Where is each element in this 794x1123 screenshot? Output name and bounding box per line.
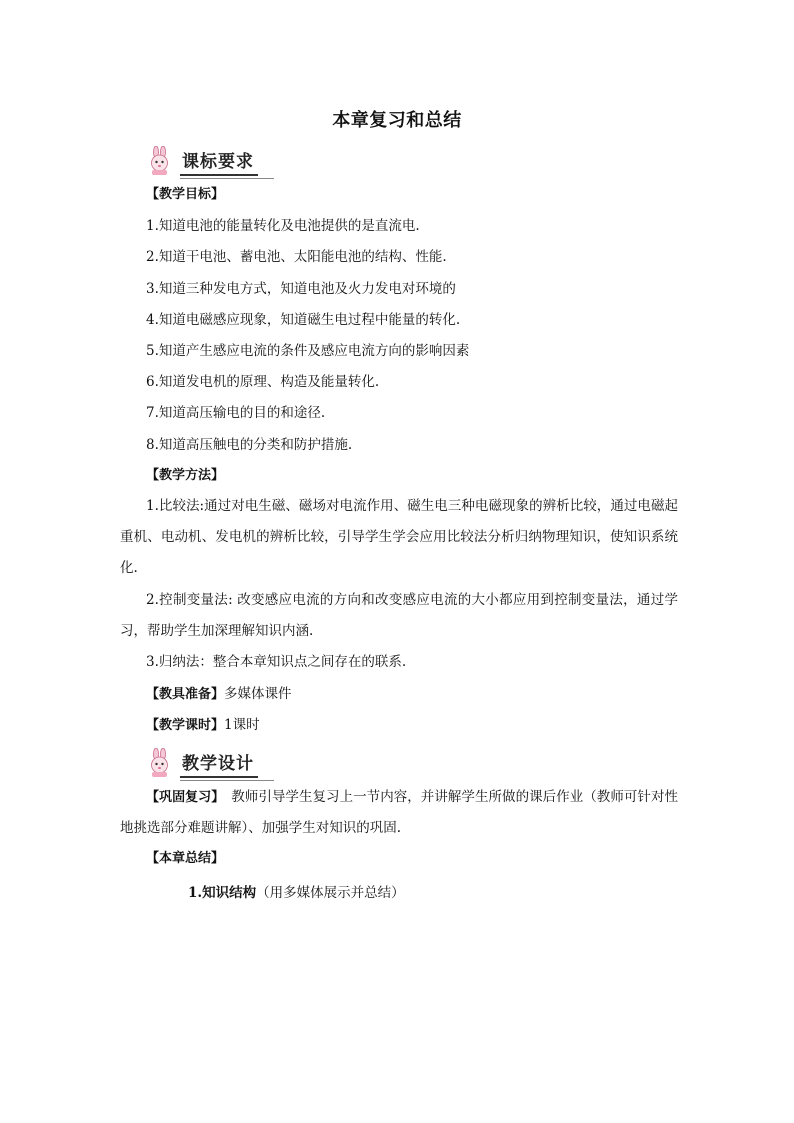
- goal-item: 7.知道高压输电的目的和途径.: [146, 405, 326, 421]
- requirements-banner: [146, 146, 258, 176]
- prep-line: [146, 685, 292, 704]
- requirements-label: 课标要求: [180, 146, 258, 176]
- summary-item-number: 1.: [188, 885, 203, 901]
- methods-heading: 【教学方法】: [146, 468, 225, 483]
- prep-heading: 【教具准备】: [146, 687, 225, 702]
- goal-item: 8.知道高压触电的分类和防护措施.: [146, 437, 353, 453]
- review-paragraph: [120, 782, 678, 844]
- method-paragraph: 3.归纳法：整合本章知识点之间存在的联系.: [146, 654, 407, 670]
- hours-line: [146, 716, 260, 735]
- rabbit-mascot-icon: [146, 748, 176, 778]
- design-label: 教学设计: [180, 748, 258, 778]
- hours-heading: 【教学课时】: [146, 718, 225, 733]
- rabbit-mascot-icon: [146, 146, 176, 176]
- summary-item-note: （用多媒体展示并总结）: [256, 885, 405, 901]
- prep-text: 多媒体课件: [224, 686, 292, 702]
- design-banner: [146, 748, 258, 778]
- goal-item: 3.知道三种发电方式，知道电池及火力发电对环境的: [146, 281, 456, 297]
- summary-item: [188, 884, 405, 902]
- method-paragraph: 2.控制变量法: 改变感应电流的方向和改变感应电流的大小都应用到控制变量法，通过学习，帮助学生加深理解知识内涵.: [120, 592, 678, 639]
- goal-item: 1.知道电池的能量转化及电池提供的是直流电.: [146, 218, 420, 234]
- hours-text: 1课时: [224, 717, 260, 733]
- page-title: 本章复习和总结: [332, 110, 462, 131]
- review-text: 教师引导学生复习上一节内容，并讲解学生所做的课后作业（教师可针对性地挑选部分难题讲解）、加强学生对知识的巩固.: [120, 789, 678, 836]
- review-heading: 【巩固复习】: [146, 790, 218, 805]
- summary-item-title: 知识结构: [202, 885, 257, 901]
- goal-item: 2.知道干电池、蓄电池、太阳能电池的结构、性能.: [146, 249, 447, 265]
- goal-item: 6.知道发电机的原理、构造及能量转化.: [146, 374, 380, 390]
- goal-item: 5.知道产生感应电流的条件及感应电流方向的影响因素: [146, 343, 470, 359]
- goal-item: 4.知道电磁感应现象，知道磁生电过程中能量的转化.: [146, 312, 461, 328]
- method-paragraph: 1.比较法:通过对电生磁、磁场对电流作用、磁生电三种电磁现象的辨析比较，通过电磁起重机、电动机、发电机的辨析比较，引导学生学会应用比较法分析归纳物理知识，使知识系统化.: [120, 498, 678, 576]
- summary-heading: 【本章总结】: [146, 851, 225, 866]
- goals-heading: 【教学目标】: [146, 187, 225, 202]
